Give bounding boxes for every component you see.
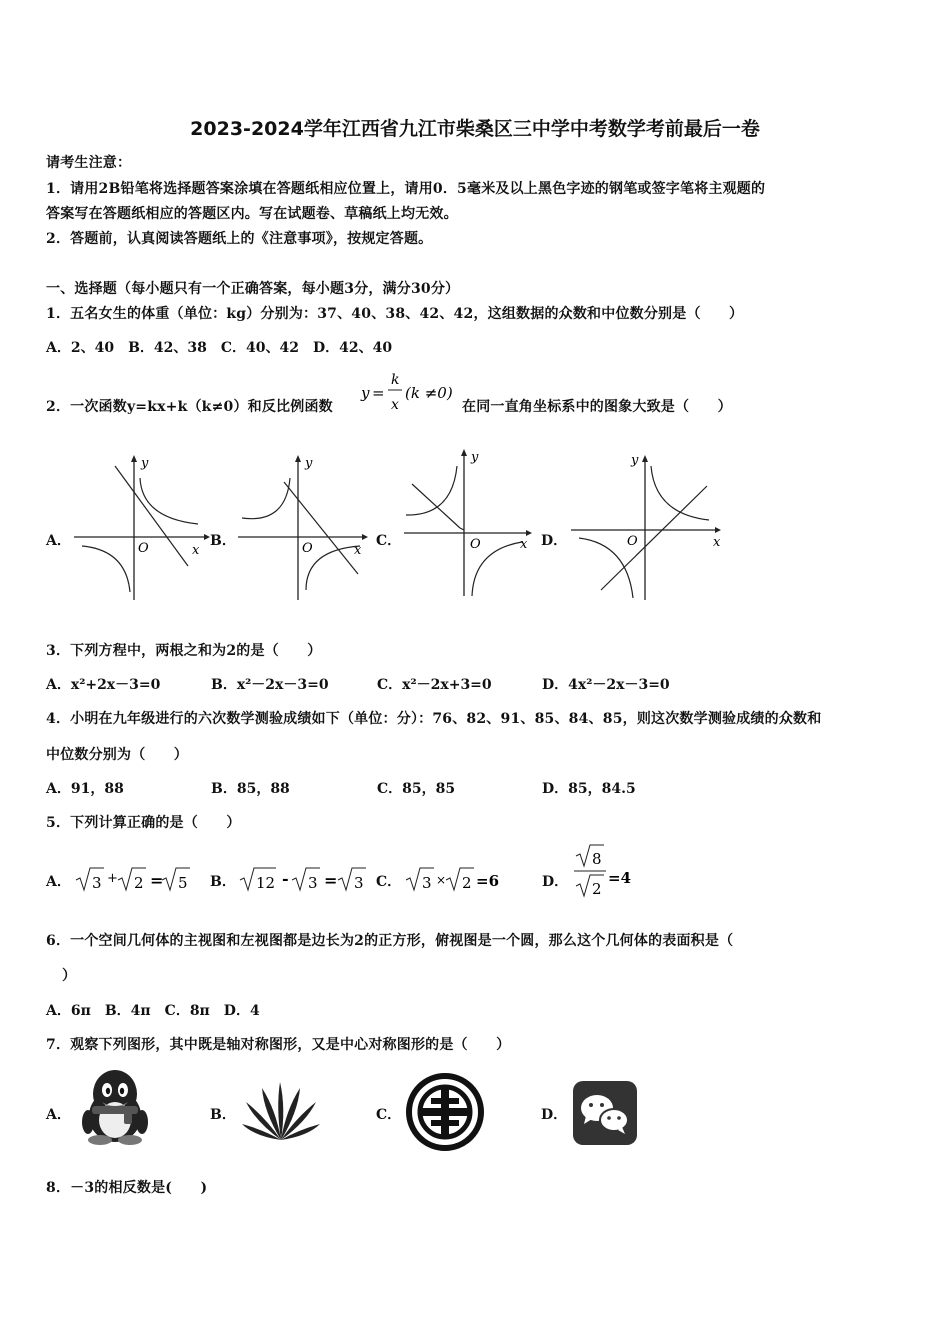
q5-option-d-expr (572, 842, 642, 898)
q2-graph-b (234, 450, 374, 602)
q4-stem-a: 4．小明在九年级进行的六次数学测验成绩如下（单位：分）：76、82、91、85、84、85，则这次数学测验成绩的众数和 (46, 711, 822, 727)
q2-graph-d (567, 450, 725, 602)
svg-text:O: O (627, 534, 638, 549)
q6-options: A．6π B．4π C．8π D．4 (46, 1003, 260, 1019)
q2-graph-a (70, 450, 210, 602)
q2-stem-a: 2．一次函数y=kx+k（k≠0）和反比例函数 (46, 399, 333, 415)
q7-label-a: A． (46, 1107, 71, 1123)
svg-text:O: O (302, 541, 313, 556)
q1-options: A．2、40 B．42、38 C．40、42 D．42、40 (46, 340, 393, 356)
svg-text:O: O (138, 541, 149, 556)
svg-text:x: x (192, 543, 200, 558)
q5-stem: 5．下列计算正确的是（ ） (46, 815, 241, 831)
penguin-icon (74, 1066, 156, 1146)
svg-text:=: = (372, 384, 385, 402)
flower-logo-icon (240, 1078, 322, 1146)
svg-text:3: 3 (354, 874, 364, 892)
q4-option-b: B．85，88 (211, 781, 290, 797)
svg-text:12: 12 (256, 874, 276, 892)
q6-stem-b: ） (62, 968, 77, 984)
q4-option-c: C．85，85 (377, 781, 456, 797)
svg-text:x: x (713, 535, 721, 550)
svg-text:3: 3 (308, 874, 318, 892)
svg-text:k: k (391, 372, 400, 388)
q1-stem: 1．五名女生的体重（单位：kg）分别为：37、40、38、42、42，这组数据的众数和中位数分别是（ ） (46, 306, 744, 322)
q2-label-a: A． (46, 533, 71, 549)
svg-text:8: 8 (592, 850, 602, 868)
svg-text:2: 2 (462, 874, 472, 892)
q4-option-d: D．85，84.5 (542, 781, 636, 797)
svg-text:O: O (470, 537, 481, 552)
svg-text:x: x (354, 543, 362, 558)
svg-text:3: 3 (92, 874, 102, 892)
q2-graph-c (400, 444, 540, 602)
q2-formula (358, 369, 462, 419)
q7-label-d: D． (541, 1107, 568, 1123)
svg-text:3: 3 (422, 874, 432, 892)
q5-label-c: C． (376, 874, 402, 890)
q5-label-d: D． (542, 874, 569, 890)
q8-stem: 8．－3的相反数是( ) (46, 1180, 208, 1196)
q7-stem: 7．观察下列图形，其中既是轴对称图形，又是中心对称图形的是（ ） (46, 1037, 511, 1053)
q3-option-d: D．4x²－2x－3=0 (542, 677, 670, 693)
svg-text:2: 2 (592, 880, 602, 898)
notice-line-1: 1．请用2B铅笔将选择题答案涂填在答题纸相应位置上，请用0．5毫米及以上黑色字迹的钢笔或签字笔将主观题的 (46, 181, 766, 197)
q4-stem-b: 中位数分别为（ ） (46, 747, 188, 763)
q2-label-c: C． (376, 533, 402, 549)
q5-label-b: B． (210, 874, 236, 890)
bank-logo-icon (405, 1072, 485, 1152)
svg-text:=4: =4 (608, 869, 632, 887)
section-heading: 一、选择题（每小题只有一个正确答案，每小题3分，满分30分） (46, 281, 460, 297)
q3-option-c: C．x²－2x+3=0 (377, 677, 492, 693)
page-title: 2023-2024学年江西省九江市柴桑区三中学中考数学考前最后一卷 (190, 118, 760, 140)
svg-text:=6: =6 (476, 872, 500, 890)
notice-heading: 请考生注意： (46, 155, 132, 171)
svg-text:y: y (141, 456, 149, 471)
q6-stem-a: 6．一个空间几何体的主视图和左视图都是边长为2的正方形，俯视图是一个圆，那么这个几何体的表面积是（ (46, 933, 734, 949)
q2-stem-b: 在同一直角坐标系中的图象大致是（ ） (462, 399, 732, 415)
svg-text:x: x (391, 397, 399, 413)
svg-text:×: × (436, 873, 447, 887)
q3-option-a: A．x²+2x－3=0 (46, 677, 161, 693)
svg-text:-: - (282, 869, 289, 888)
svg-text:=: = (150, 871, 164, 890)
q3-option-b: B．x²－2x－3=0 (211, 677, 329, 693)
q7-label-b: B． (210, 1107, 236, 1123)
q3-stem: 3．下列方程中，两根之和为2的是（ ） (46, 643, 322, 659)
svg-text:y: y (305, 456, 313, 471)
svg-text:y: y (631, 453, 639, 468)
svg-text:y: y (361, 384, 370, 402)
svg-text:+: + (107, 871, 118, 886)
svg-text:5: 5 (178, 874, 188, 892)
chat-app-icon (572, 1080, 638, 1146)
q2-label-d: D． (541, 533, 568, 549)
q7-label-c: C． (376, 1107, 402, 1123)
svg-text:2: 2 (134, 874, 144, 892)
svg-text:=: = (324, 871, 338, 890)
q5-option-c-expr (404, 862, 514, 896)
q2-label-b: B． (210, 533, 236, 549)
q5-option-a-expr (74, 862, 194, 896)
svg-text:(k ≠0): (k ≠0) (405, 384, 453, 402)
notice-line-1b: 答案写在答题纸相应的答题区内。写在试题卷、草稿纸上均无效。 (46, 206, 458, 222)
q4-option-a: A．91，88 (46, 781, 124, 797)
notice-line-2: 2．答题前，认真阅读答题纸上的《注意事项》，按规定答题。 (46, 231, 433, 247)
q5-label-a: A． (46, 874, 71, 890)
svg-text:y: y (471, 450, 479, 465)
q5-option-b-expr (238, 862, 378, 896)
svg-text:x: x (520, 537, 528, 552)
